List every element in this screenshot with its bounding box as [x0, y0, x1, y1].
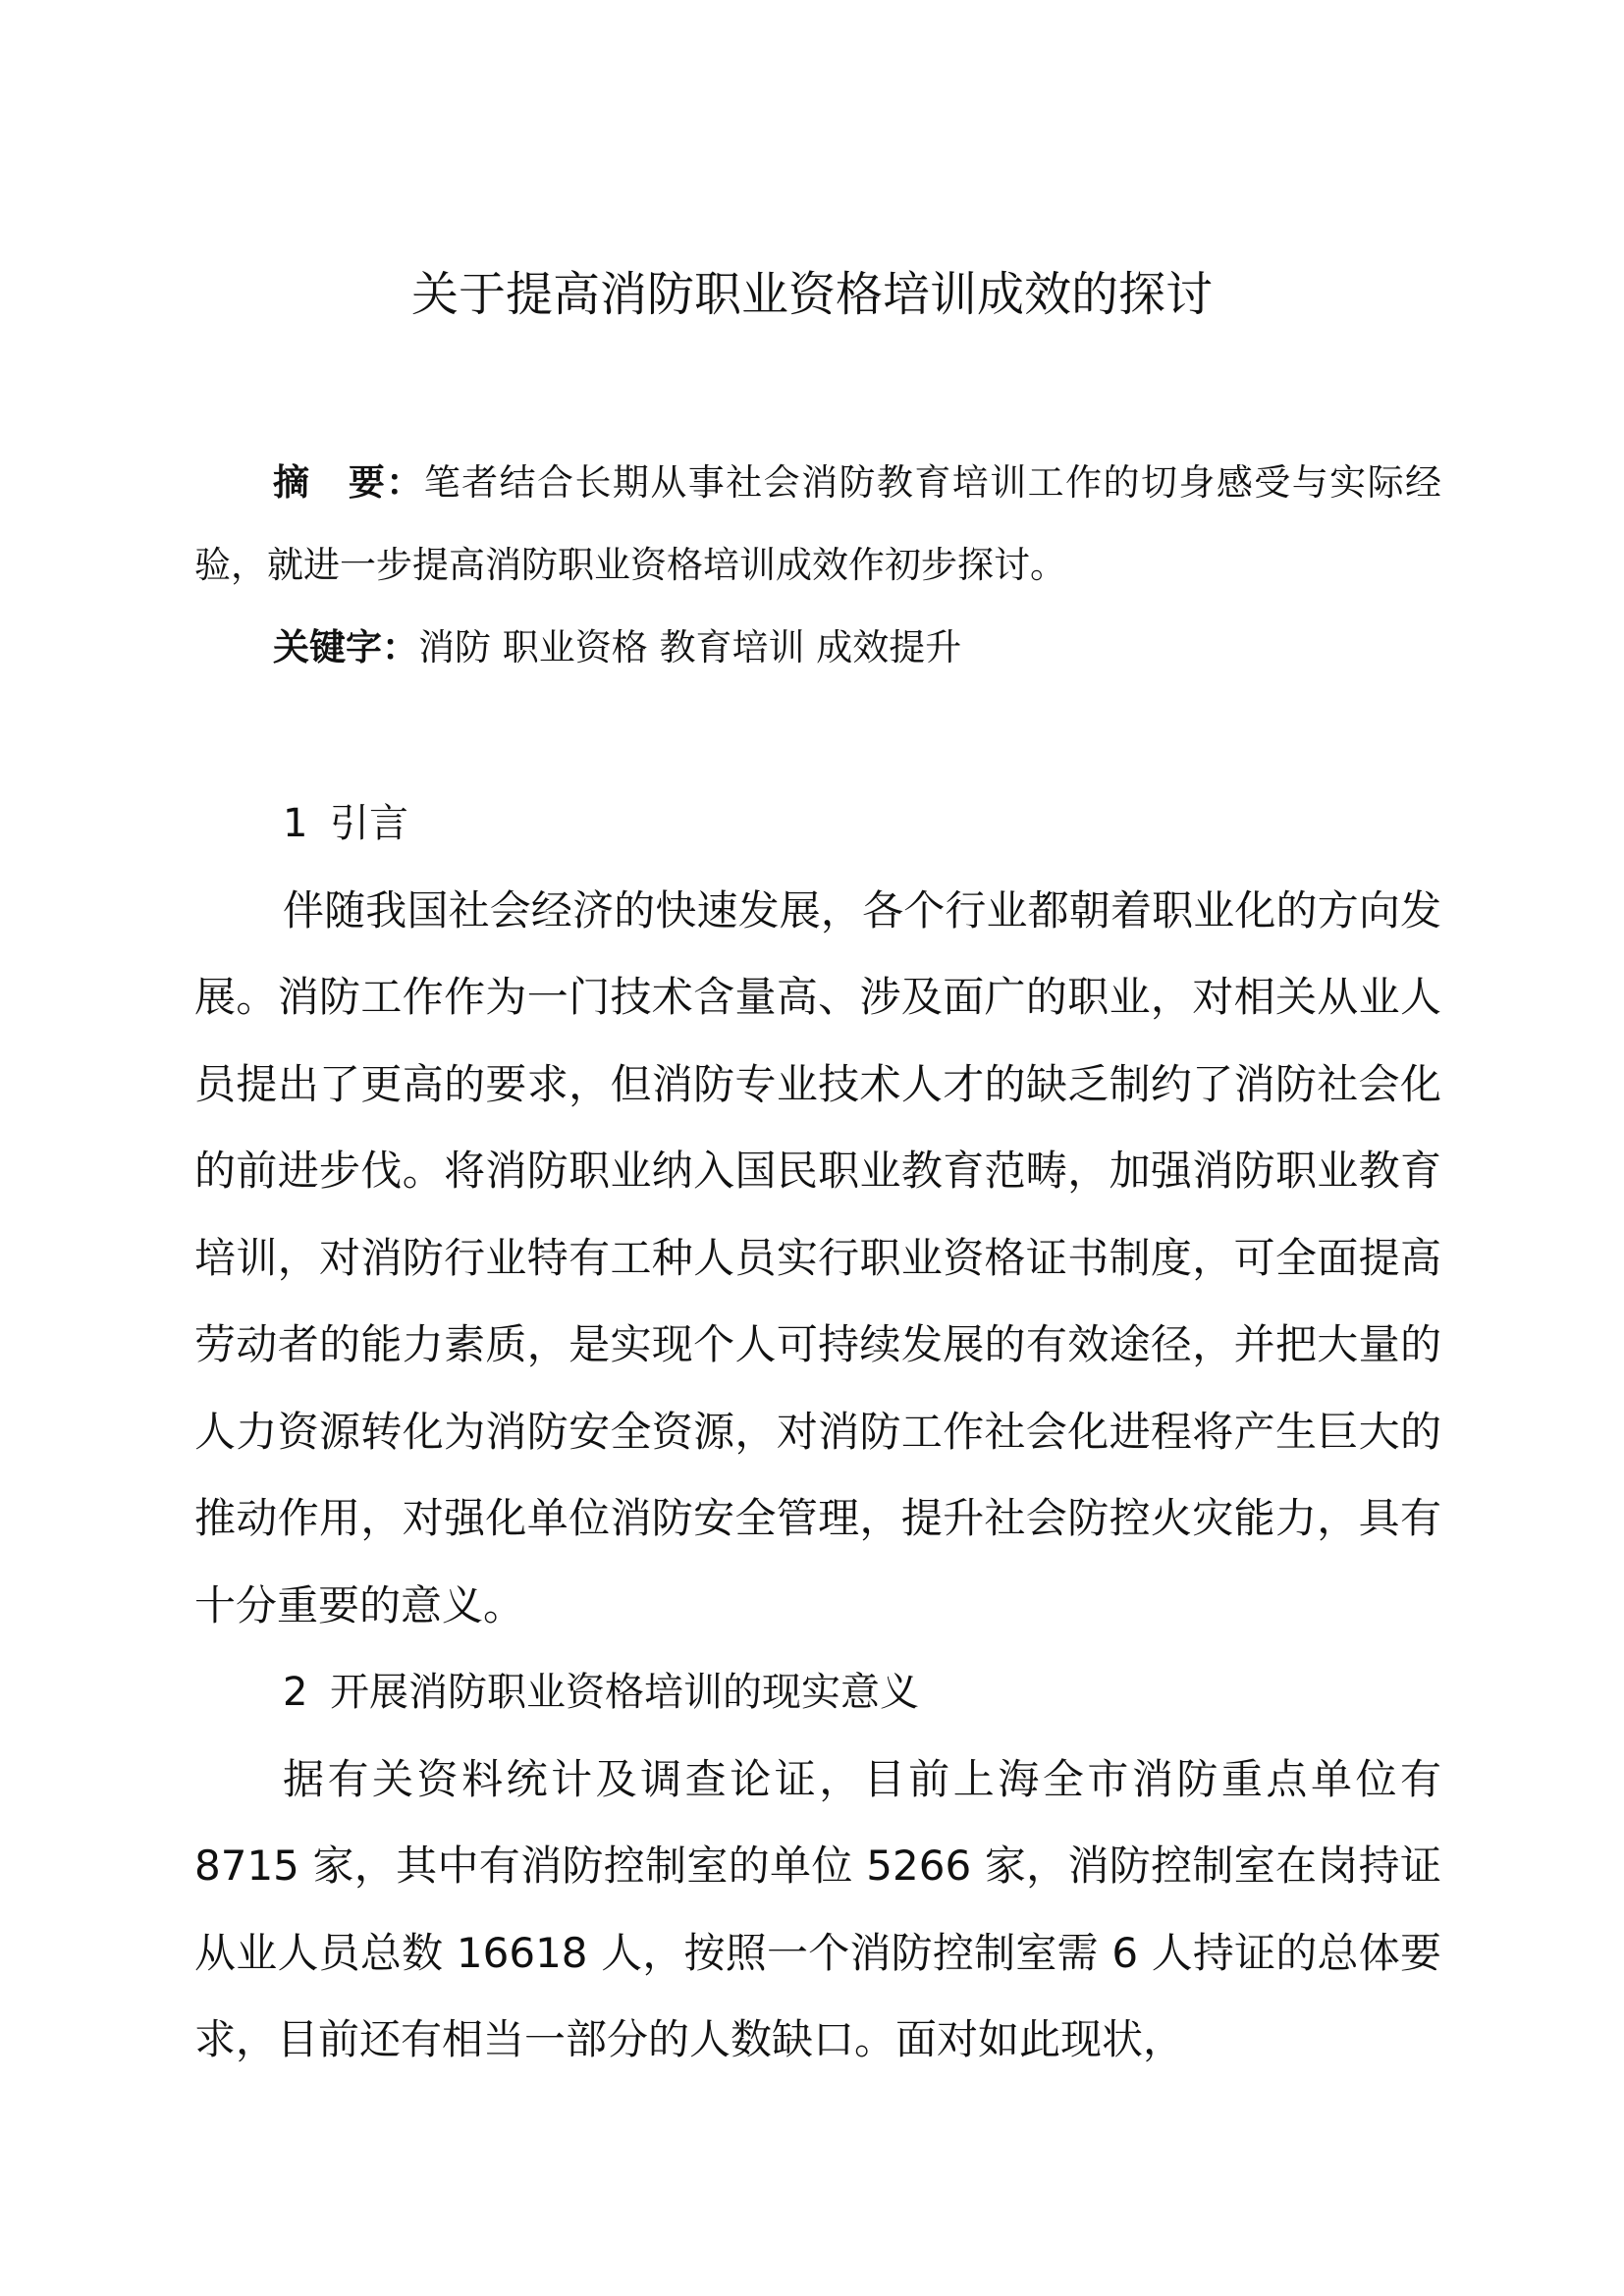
section-2-paragraph: 据有关资料统计及调查论证，目前上海全市消防重点单位有 8715 家，其中有消防控制室的单位 5266 家，消防控制室在岗持证从业人员总数 16618 人，按照一个消防控制室需 6 人持证的总体要求，目前还有相当一部分的人数缺口。面对如此现状， — [194, 1754, 1441, 2063]
section-heading-2 — [194, 1649, 1441, 1736]
document-body — [194, 780, 1441, 2084]
section-number: 2 — [283, 1670, 308, 1715]
abstract-block — [194, 442, 1441, 689]
keywords-text: 消防 职业资格 教育培训 成效提升 — [418, 626, 962, 668]
section-title: 引言 — [330, 801, 408, 846]
keywords-label: 关键字： — [273, 626, 418, 668]
abstract-paragraph — [194, 442, 1441, 607]
section-1-paragraph: 伴随我国社会经济的快速发展，各个行业都朝着职业化的方向发展。消防工作作为一门技术含量高、涉及面广的职业，对相关从业人员提出了更高的要求，但消防专业技术人才的缺乏制约了消防社会化的前进步伐。将消防职业纳入国民职业教育范畴，加强消防职业教育培训，对消防行业特有工种人员实行职业资格证书制度，可全面提高劳动者的能力素质，是实现个人可持续发展的有效途径，并把大量的人力资源转化为消防安全资源，对消防工作社会化进程将产生巨大的推动作用，对强化单位消防安全管理，提升社会防控火灾能力，具有十分重要的意义。 — [194, 885, 1441, 1629]
abstract-label: 摘 要： — [273, 461, 424, 504]
section-number: 1 — [283, 801, 308, 846]
section-heading-1 — [194, 780, 1441, 868]
keywords-paragraph — [194, 607, 1441, 689]
abstract-text: 笔者结合长期从事社会消防教育培训工作的切身感受与实际经验，就进一步提高消防职业资格培训成效作初步探讨。 — [194, 461, 1441, 586]
page-title: 关于提高消防职业资格培训成效的探讨 — [410, 267, 1213, 322]
section-title: 开展消防职业资格培训的现实意义 — [330, 1670, 919, 1715]
